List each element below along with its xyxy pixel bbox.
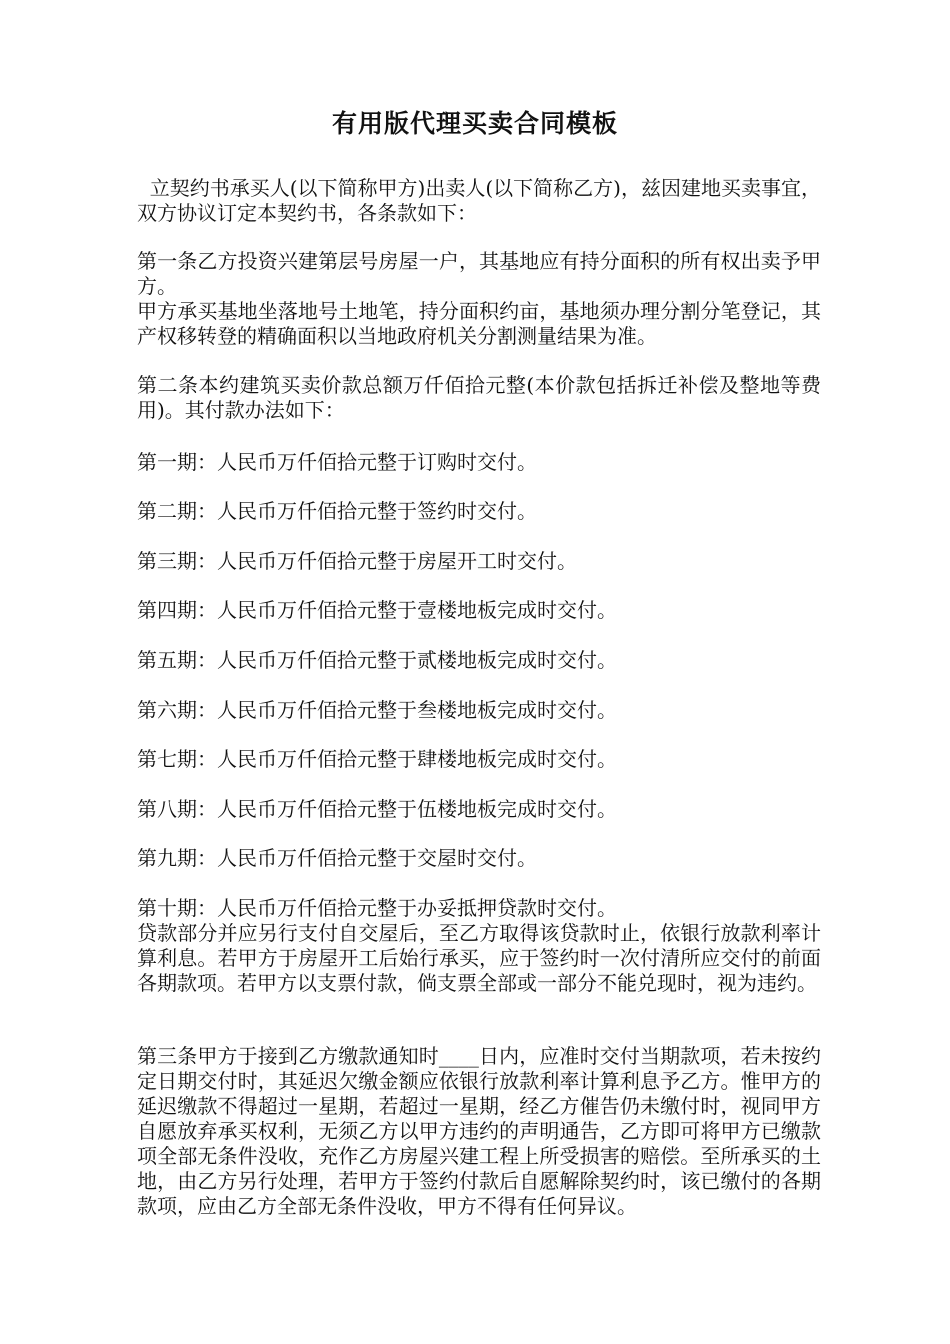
installment-4: 第四期：人民币万仟佰拾元整于壹楼地板完成时交付。 (137, 598, 617, 622)
installment-6: 第六期：人民币万仟佰拾元整于叁楼地板完成时交付。 (137, 698, 617, 722)
installment-7: 第七期：人民币万仟佰拾元整于肆楼地板完成时交付。 (137, 747, 617, 771)
article-1-paragraph: 第一条乙方投资兴建第层号房屋一户，其基地应有持分面积的所有权出卖予甲方。 (137, 249, 821, 298)
installment-1: 第一期：人民币万仟佰拾元整于订购时交付。 (137, 450, 537, 474)
installment-5: 第五期：人民币万仟佰拾元整于贰楼地板完成时交付。 (137, 648, 617, 672)
installment-3: 第三期：人民币万仟佰拾元整于房屋开工时交付。 (137, 549, 577, 573)
installment-2: 第二期：人民币万仟佰拾元整于签约时交付。 (137, 499, 537, 523)
document-title: 有用版代理买卖合同模板 (331, 109, 618, 138)
installment-9: 第九期：人民币万仟佰拾元整于交屋时交付。 (137, 846, 537, 870)
article-3-paragraph: 第三条甲方于接到乙方缴款通知时____日内，应准时交付当期款项，若未按约定日期交付时，其延迟欠缴金额应依银行放款利率计算利息予乙方。惟甲方的延迟缴款不得超过一星期，若超过一星期，经乙方催告仍未缴付时，视同甲方自愿放弃承买权利，无须乙方以甲方违约的声明通告，乙方即可将甲方已缴款项全部无条件没收，充作乙方房屋兴建工程上所受损害的赔偿。至所承买的土地，由乙方另行处理，若甲方于签约付款后自愿解除契约时，该已缴付的各期款项，应由乙方全部无条件没收，甲方不得有任何异议。 (137, 1044, 821, 1218)
installment-10: 第十期：人民币万仟佰拾元整于办妥抵押贷款时交付。 (137, 896, 617, 920)
loan-note-paragraph: 贷款部分并应另行支付自交屋后，至乙方取得该贷款时止，依银行放款利率计算利息。若甲方于房屋开工后始行承买，应于签约时一次付清所应交付的前面各期款项。若甲方以支票付款，倘支票全部或一部分不能兑现时，视为违约。 (137, 921, 821, 995)
installment-8: 第八期：人民币万仟佰拾元整于伍楼地板完成时交付。 (137, 797, 617, 821)
intro-paragraph: 立契约书承买人(以下简称甲方)出卖人(以下简称乙方)，兹因建地买卖事宜，双方协议订定本契约书，各条款如下： (137, 176, 821, 225)
article-1-detail-paragraph: 甲方承买基地坐落地号土地笔，持分面积约亩，基地须办理分割分笔登记，其产权移转登的精确面积以当地政府机关分割测量结果为准。 (137, 299, 821, 348)
article-2-paragraph: 第二条本约建筑买卖价款总额万仟佰拾元整(本价款包括拆迁补偿及整地等费用)。其付款办法如下： (137, 373, 821, 422)
